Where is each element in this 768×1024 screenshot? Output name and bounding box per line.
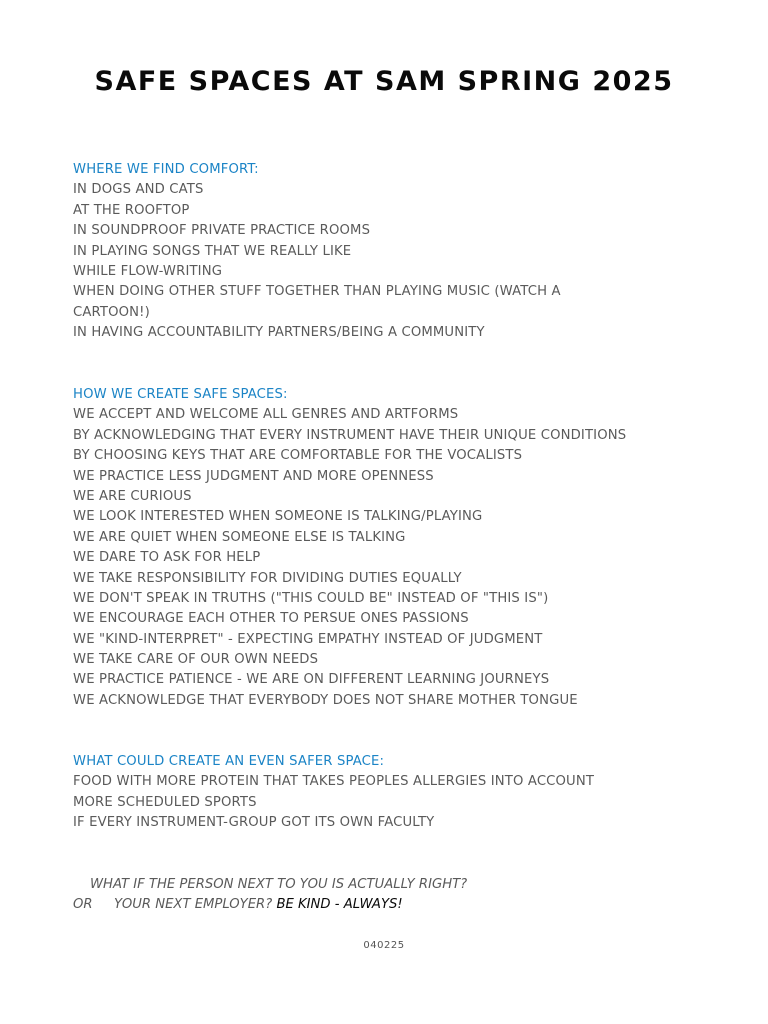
list-item: WE ARE QUIET WHEN SOMEONE ELSE IS TALKING xyxy=(73,529,406,545)
list-item: IN SOUNDPROOF PRIVATE PRACTICE ROOMS xyxy=(73,223,371,239)
list-item: CARTOON!) xyxy=(73,304,150,320)
list-item: IN HAVING ACCOUNTABILITY PARTNERS/BEING A COMMUNITY xyxy=(73,325,485,341)
list-item: WE ACKNOWLEDGE THAT EVERYBODY DOES NOT SHARE MOTHER TONGUE xyxy=(73,692,578,708)
list-item: IN PLAYING SONGS THAT WE REALLY LIKE xyxy=(73,243,352,259)
safer-space-section xyxy=(73,752,713,834)
list-item: WE DON'T SPEAK IN TRUTHS ("THIS COULD BE" INSTEAD OF "THIS IS") xyxy=(73,590,549,606)
closing-line-1: WHAT IF THE PERSON NEXT TO YOU IS ACTUALLY RIGHT? xyxy=(90,877,468,892)
be-kind-emphasis: BE KIND - ALWAYS! xyxy=(276,897,403,913)
list-item: FOOD WITH MORE PROTEIN THAT TAKES PEOPLES ALLERGIES INTO ACCOUNT xyxy=(73,774,595,790)
comfort-section xyxy=(73,160,713,344)
closing-question: YOUR NEXT EMPLOYER? xyxy=(114,897,273,913)
safe-spaces-section xyxy=(73,385,713,711)
page-footer-code: 040225 xyxy=(363,940,405,951)
list-item: BY CHOOSING KEYS THAT ARE COMFORTABLE FOR THE VOCALISTS xyxy=(73,448,523,464)
list-item: WE TAKE CARE OF OUR OWN NEEDS xyxy=(73,652,319,668)
closing-quote xyxy=(73,875,713,916)
list-item: WE "KIND-INTERPRET" - EXPECTING EMPATHY INSTEAD OF JUDGMENT xyxy=(73,631,543,647)
page-title: SAFE SPACES AT SAM SPRING 2025 xyxy=(94,66,674,97)
list-item: WE PRACTICE LESS JUDGMENT AND MORE OPENNESS xyxy=(73,468,434,484)
list-item: WHILE FLOW-WRITING xyxy=(73,263,223,279)
list-item: IN DOGS AND CATS xyxy=(73,182,204,198)
list-item: WHEN DOING OTHER STUFF TOGETHER THAN PLAYING MUSIC (WATCH A xyxy=(73,284,561,300)
section-heading: WHAT COULD CREATE AN EVEN SAFER SPACE: xyxy=(73,754,385,769)
list-item: WE ACCEPT AND WELCOME ALL GENRES AND ARTFORMS xyxy=(73,407,459,423)
list-item: MORE SCHEDULED SPORTS xyxy=(73,794,257,810)
list-item: WE ARE CURIOUS xyxy=(73,488,192,504)
list-item: WE PRACTICE PATIENCE - WE ARE ON DIFFERENT LEARNING JOURNEYS xyxy=(73,672,550,688)
list-item: WE LOOK INTERESTED WHEN SOMEONE IS TALKING/PLAYING xyxy=(73,509,483,525)
or-word: OR xyxy=(73,897,93,913)
list-item: WE ENCOURAGE EACH OTHER TO PERSUE ONES PASSIONS xyxy=(73,611,469,627)
list-item: BY ACKNOWLEDGING THAT EVERY INSTRUMENT HAVE THEIR UNIQUE CONDITIONS xyxy=(73,427,627,443)
section-heading: HOW WE CREATE SAFE SPACES: xyxy=(73,387,288,402)
list-item: IF EVERY INSTRUMENT-GROUP GOT ITS OWN FACULTY xyxy=(73,815,435,831)
list-item: WE DARE TO ASK FOR HELP xyxy=(73,550,261,566)
list-item: WE TAKE RESPONSIBILITY FOR DIVIDING DUTIES EQUALLY xyxy=(73,570,462,586)
closing-line-2 xyxy=(73,895,713,915)
section-heading: WHERE WE FIND COMFORT: xyxy=(73,162,259,177)
list-item: AT THE ROOFTOP xyxy=(73,202,190,218)
